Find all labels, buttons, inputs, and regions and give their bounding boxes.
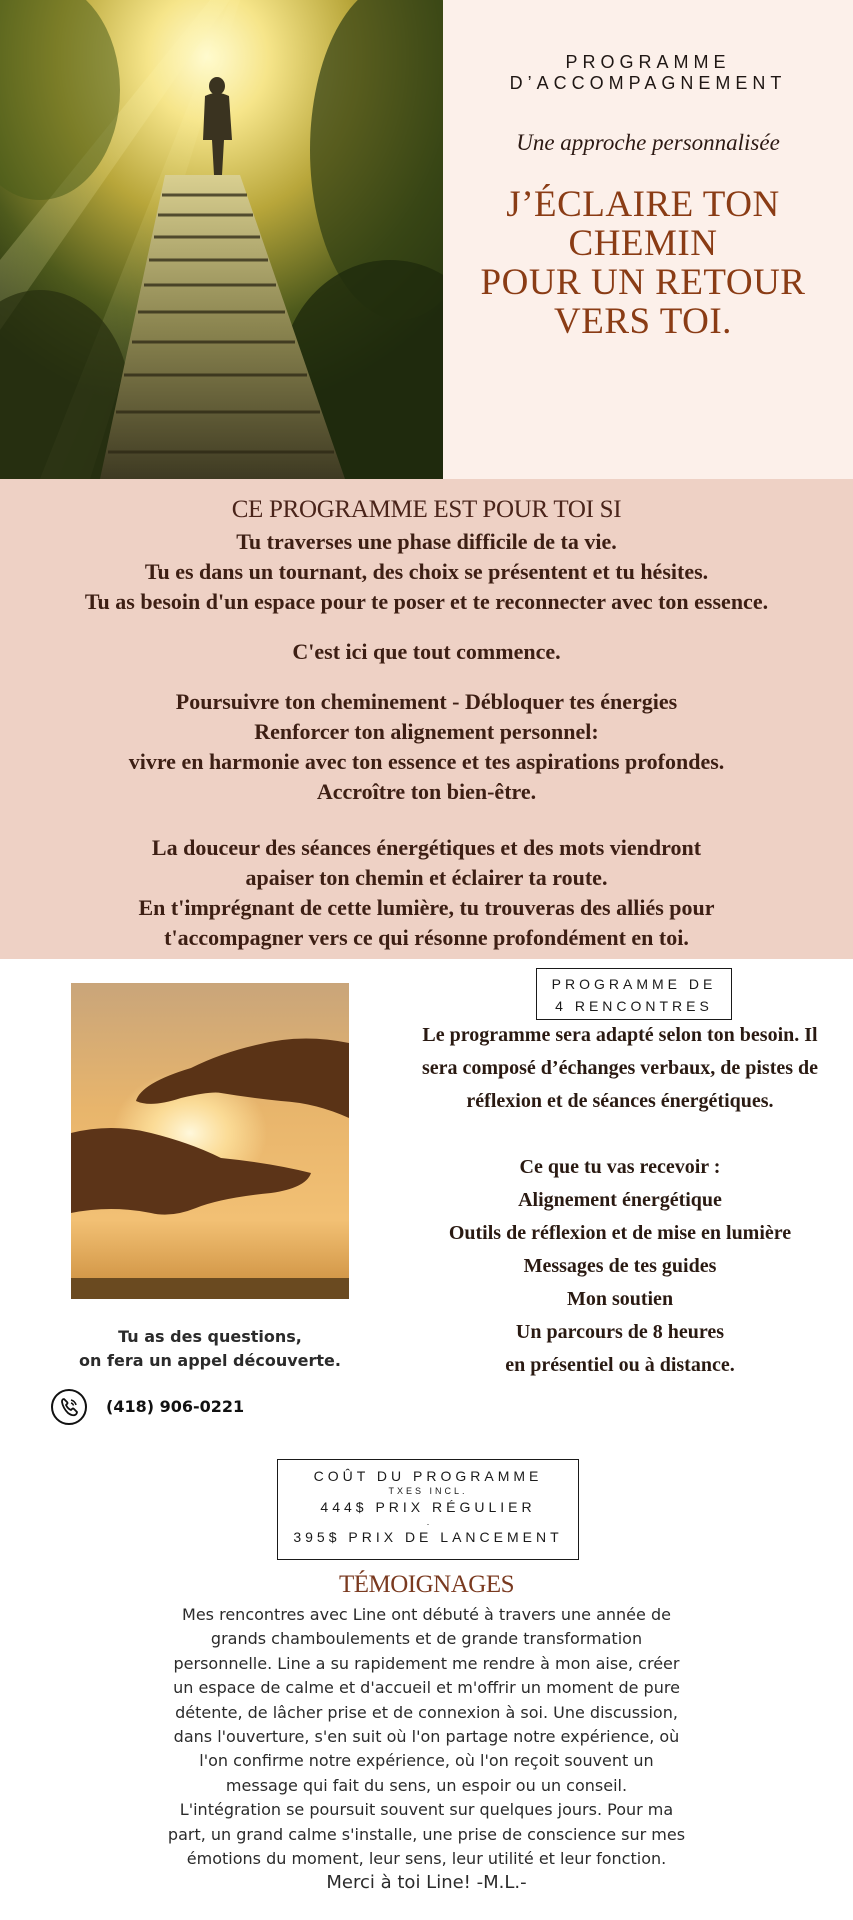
receive-line: Mon soutien [566,1288,674,1310]
testimonial-line: part, un grand calme s'installe, une prise de conscience sur mes [167,1824,686,1844]
headline-line: POUR UN RETOUR [480,262,806,303]
kicker-line-1: PROGRAMME [565,52,731,72]
intro-line: Tu as besoin d'un espace pour te poser et te reconnecter avec ton essence. [84,589,769,614]
intro-line: C'est ici que tout commence. [292,639,561,664]
cost-separator: . [426,1517,430,1527]
phone-icon[interactable] [51,1389,87,1425]
description-line: Le programme sera adapté selon ton besoin. Il [422,1024,818,1046]
testimonial-text [150,1603,703,1896]
questions-callout [60,1325,360,1373]
testimonial-line: personnelle. Line a su rapidement me rendre à mon aise, créer [173,1653,680,1673]
headline-line: J’ÉCLAIRE TON [506,184,780,225]
box-line-1: PROGRAMME DE [551,976,717,992]
intro-title: CE PROGRAMME EST POUR TOI SI [231,496,622,523]
testimonial-line: Mes rencontres avec Line ont débuté à travers une année de [182,1605,671,1624]
intro-line: La douceur des séances énergétiques et des mots viendront [151,835,702,860]
box-line-2: 4 RENCONTRES [555,998,713,1014]
testimonial-line: L'intégration se poursuit souvent sur quelques jours. Pour ma [179,1800,674,1820]
testimonial-line: l'on confirme notre expérience, où l'on reçoit souvent un [199,1751,654,1771]
description-line: réflexion et de séances énergétiques. [466,1090,774,1112]
regular-price: 444$ PRIX RÉGULIER [320,1499,536,1515]
testimonial-signature: Merci à toi Line! -M.L.- [326,1872,527,1894]
kicker-line-2: D’ACCOMPAGNEMENT [509,73,787,93]
intro-line: Tu es dans un tournant, des choix se présentent et tu hésites. [144,559,709,584]
intro-line: apaiser ton chemin et éclairer ta route. [245,865,608,890]
program-sessions-box [536,968,732,1020]
intro-line: Accroître ton bien-être. [316,779,537,804]
testimonial-line: message qui fait du sens, un espoir ou un conseil. [225,1775,628,1795]
testimonial-line: émotions du moment, leur sens, leur utilité et leur fonction. [186,1849,667,1869]
receive-line: Ce que tu vas recevoir : [519,1156,721,1178]
intro-paragraph-3 [0,687,853,807]
receive-line: Alignement énergétique [518,1189,722,1211]
cost-title: COÛT DU PROGRAMME [313,1468,543,1484]
testimonials-title: TÉMOIGNAGES [338,1571,515,1598]
intro-line: Poursuivre ton cheminement - Débloquer tes énergies [175,689,678,714]
description-line: sera composé d’échanges verbaux, de pistes de [421,1057,819,1079]
cost-taxes: TXES INCL. [388,1486,468,1496]
headline-line: CHEMIN [568,223,718,264]
tagline: Une approche personnalisée [516,130,780,155]
program-description [410,1019,830,1118]
intro-line: Tu traverses une phase difficile de ta vie. [236,529,617,554]
intro-line: Renforcer ton alignement personnel: [254,719,599,744]
question-line-2: on fera un appel découverte. [79,1351,341,1370]
phone-number-link[interactable]: (418) 906-0221 [106,1397,245,1416]
headline-line: VERS TOI. [554,301,732,342]
receive-line: en présentiel ou à distance. [505,1354,735,1376]
receive-line: Un parcours de 8 heures [515,1321,725,1343]
testimonial-line: dans l'ouverture, s'en suit où l'on partage notre expérience, où [173,1727,680,1747]
intro-paragraph-4 [0,833,853,953]
what-you-receive-list [410,1151,830,1382]
intro-paragraph-2 [0,637,853,667]
hands-sun-image [71,983,349,1299]
launch-price: 395$ PRIX DE LANCEMENT [293,1529,563,1545]
receive-line: Outils de réflexion et de mise en lumière [448,1222,792,1244]
receive-line: Messages de tes guides [523,1255,717,1277]
intro-line: t'accompagner vers ce qui résonne profondément en toi. [164,925,689,950]
intro-line: En t'imprégnant de cette lumière, tu trouveras des alliés pour [138,895,715,920]
testimonial-line: grands chamboulements et de grande transformation [210,1629,643,1649]
main-headline [443,185,843,341]
program-cost-box [277,1459,579,1560]
program-kicker [443,52,853,94]
hero-staircase-image [0,0,443,479]
intro-line: vivre en harmonie avec ton essence et tes aspirations profondes. [128,749,725,774]
intro-paragraph-1 [0,527,853,617]
question-line-1: Tu as des questions, [118,1327,302,1346]
testimonial-line: un espace de calme et d'accueil et m'offrir un moment de pure [173,1678,680,1698]
testimonial-line: détente, de lâcher prise et de connexion à soi. Une discussion, [175,1702,678,1722]
